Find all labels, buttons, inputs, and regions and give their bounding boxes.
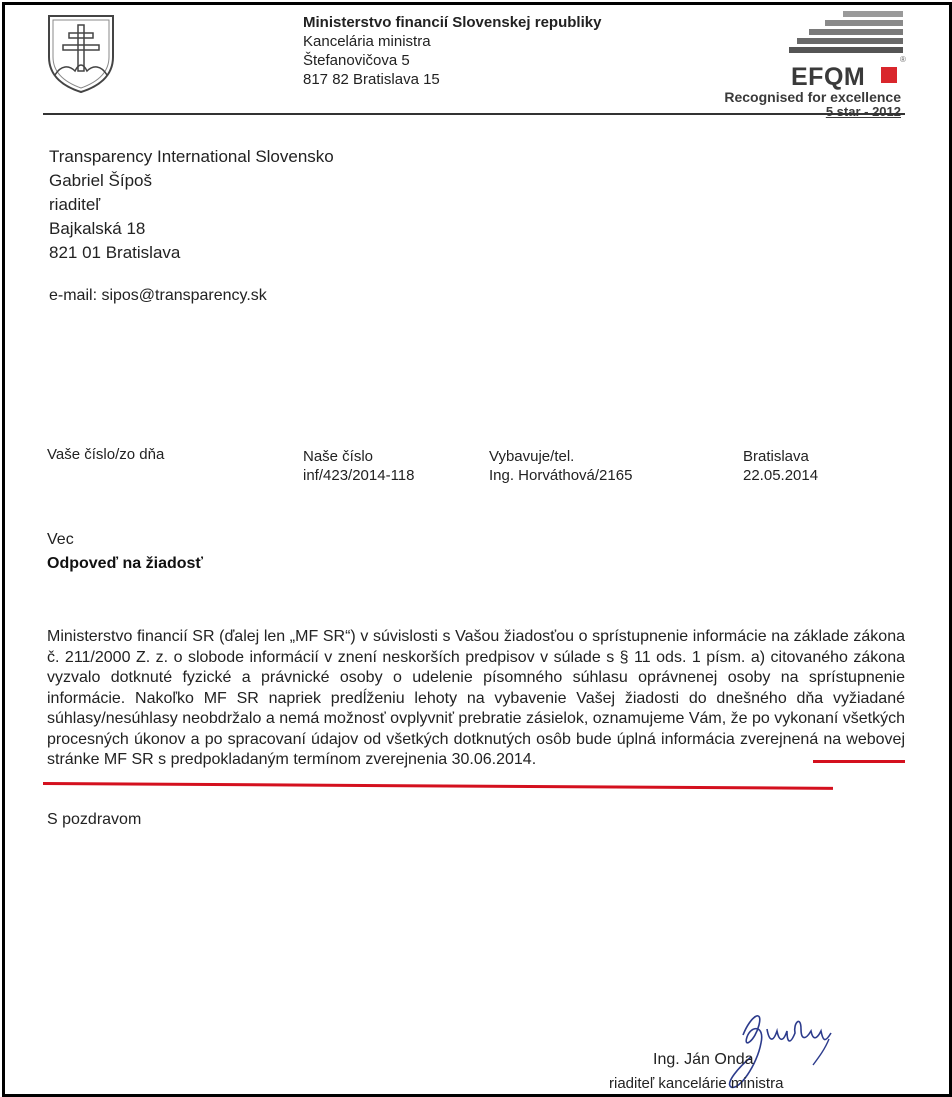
sender-organization: Ministerstvo financií Slovenskej republiky <box>303 14 602 31</box>
letter-page <box>2 2 952 1097</box>
recipient-city: 821 01 Bratislava <box>49 243 181 262</box>
your-reference-label: Vaše číslo/zo dňa <box>47 446 165 463</box>
recipient-address <box>49 145 334 265</box>
sender-header <box>303 13 601 89</box>
efqm-stars: 5 star - 2012 <box>825 104 901 119</box>
our-reference-value: inf/423/2014-118 <box>303 467 415 484</box>
greeting: S pozdravom <box>47 811 142 828</box>
handled-by-label: Vybavuje/tel. <box>489 448 575 465</box>
subject-title: Odpoveď na žiadosť <box>47 555 204 572</box>
header-divider <box>43 113 905 115</box>
recipient-role: riaditeľ <box>49 195 101 214</box>
our-reference <box>303 447 414 485</box>
sender-city: 817 82 Bratislava 15 <box>303 71 440 88</box>
recipient-email: e-mail: sipos@transparency.sk <box>49 287 267 304</box>
letter-place: Bratislava <box>743 448 809 465</box>
recipient-organization: Transparency International Slovensko <box>49 147 334 166</box>
subject-label: Vec <box>47 531 74 548</box>
signer-title: riaditeľ kancelárie ministra <box>609 1075 784 1092</box>
efqm-logo <box>705 11 905 117</box>
sender-office: Kancelária ministra <box>303 33 431 50</box>
efqm-logo-text: EFQM <box>791 63 866 91</box>
highlight-underline <box>43 782 833 790</box>
slovak-coat-of-arms-icon <box>45 13 117 95</box>
letter-body: Ministerstvo financií SR (ďalej len „MF SR“) v súvislosti s Vašou žiadosťou o sprístupnenie informácie na základe zákona č. 211/2000 Z. z. o slobode informácií v znení neskorších predpisov v súlade s § 11 ods. 1 písm. a) citovaného zákona vyzvalo dotknuté fyzické a právnické osoby o udelenie písomného súhlasu oprávnenej osoby na sprístupnenie informácie. Nakoľko MF SR napriek predĺženiu lehoty na vybavenie Vašej žiadosti do dnešného dňa vyžiadané súhlasy/nesúhlasy neobdržalo a nemá možnosť ovplyvniť prebratie zásielok, oznamujeme Vám, že po vykonaní všetkých procesných úkonov a po spracovaní údajov od všetkých dotknutých osôb bude úplná informácia zverejnená na webovej stránke MF SR s predpokladaným termínom zverejnenia 30.06.2014. <box>47 628 905 768</box>
your-reference <box>47 445 164 464</box>
efqm-red-square <box>881 67 897 83</box>
handled-by-value: Ing. Horváthová/2165 <box>489 467 633 484</box>
efqm-tagline: Recognised for excellence <box>724 89 901 105</box>
efqm-trademark: ® <box>900 55 906 64</box>
highlight-underline <box>813 760 905 763</box>
place-date <box>743 447 818 485</box>
handled-by <box>489 447 632 485</box>
recipient-name: Gabriel Šípoš <box>49 171 152 190</box>
signer-name: Ing. Ján Onda <box>653 1051 754 1068</box>
sender-street: Štefanovičova 5 <box>303 52 410 69</box>
recipient-street: Bajkalská 18 <box>49 219 146 238</box>
letter-date: 22.05.2014 <box>743 467 819 484</box>
our-reference-label: Naše číslo <box>303 448 374 465</box>
